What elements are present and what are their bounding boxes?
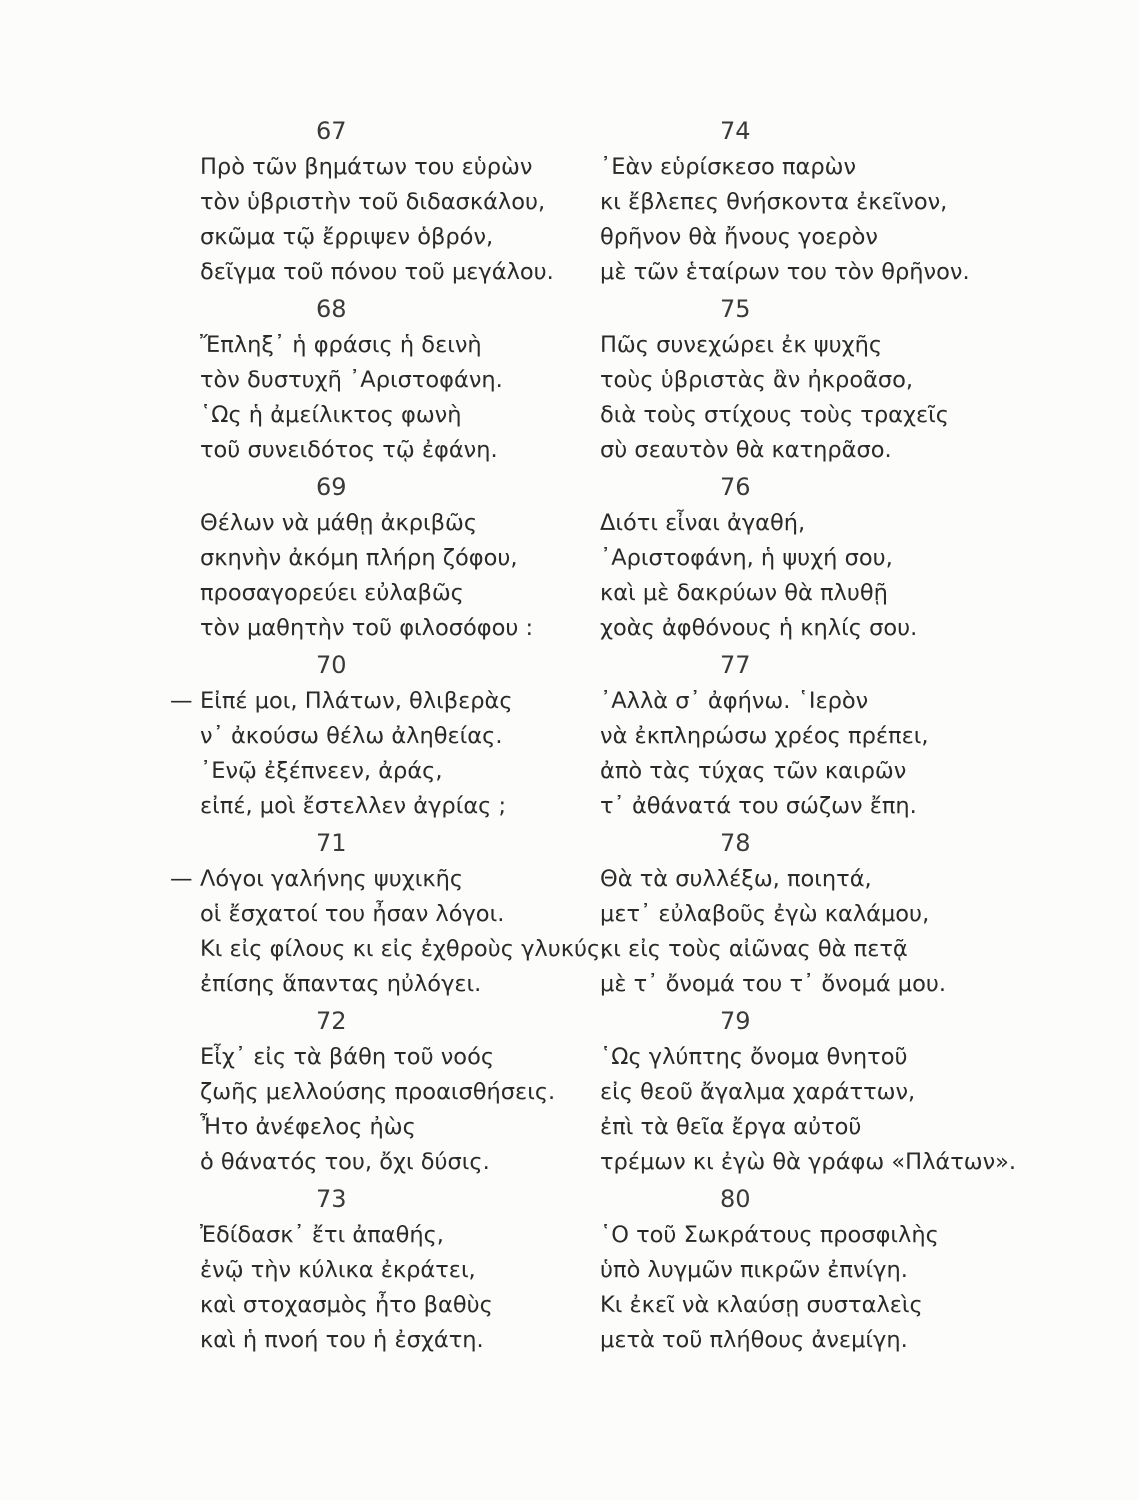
verse-line: τ᾽ ἀθάνατά του σώζων ἔπη. bbox=[600, 793, 917, 819]
stanza bbox=[600, 468, 1020, 646]
verse-line: ὑπὸ λυγμῶν πικρῶν ἐπνίγη. bbox=[600, 1257, 908, 1283]
verse-line: Πῶς συνεχώρει ἐκ ψυχῆς bbox=[600, 332, 883, 358]
stanza bbox=[600, 290, 1020, 468]
verse-line: Θὰ τὰ συλλέξω, ποιητά, bbox=[600, 866, 872, 892]
stanza bbox=[600, 824, 1020, 1002]
verse-line: ἀπὸ τὰς τύχας τῶν καιρῶν bbox=[600, 758, 907, 784]
verse-line: ᾽Αριστοφάνη, ἡ ψυχή σου, bbox=[600, 545, 893, 571]
stanza bbox=[200, 1180, 600, 1358]
stanza bbox=[200, 112, 600, 290]
verse-line: ῾Ως γλύπτης ὄνομα θνητοῦ bbox=[600, 1044, 908, 1070]
stanza bbox=[600, 1180, 1020, 1358]
verse-line: οἱ ἔσχατοί του ἦσαν λόγοι. bbox=[200, 901, 505, 927]
stanza bbox=[170, 824, 608, 1002]
verse-line: μὲ τ᾽ ὄνομά του τ᾽ ὄνομά μου. bbox=[600, 971, 947, 997]
verse-line: ᾽Αλλὰ σ᾽ ἀφήνω. ῾Ιερὸν bbox=[600, 688, 869, 714]
verse-line: Ἔπληξ᾽ ἡ φράσις ἡ δεινὴ bbox=[200, 332, 482, 358]
verse-line: Εἶχ᾽ εἰς τὰ βάθη τοῦ νοός bbox=[200, 1044, 495, 1070]
stanza bbox=[600, 112, 1020, 290]
stanza-number: 71 bbox=[316, 829, 347, 857]
verse-line: τοῦ συνειδότος τῷ ἐφάνη. bbox=[200, 437, 498, 463]
verse-line: σκηνὴν ἀκόμη πλήρη ζόφου, bbox=[200, 545, 518, 571]
verse-line: καὶ στοχασμὸς ἦτο βαθὺς bbox=[200, 1292, 493, 1318]
verse-line: σὺ σεαυτὸν θὰ κατηρᾶσο. bbox=[600, 437, 892, 463]
stanza bbox=[170, 646, 600, 824]
verse-line: Κι εἰς φίλους κι εἰς ἐχθροὺς γλυκύς, bbox=[200, 936, 608, 962]
verse-text: Λόγοι γαλήνης ψυχικῆς bbox=[200, 866, 464, 892]
verse-line: μὲ τῶν ἑταίρων του τὸν θρῆνον. bbox=[600, 259, 970, 285]
stanza-number: 75 bbox=[720, 295, 751, 323]
right-column bbox=[600, 112, 1020, 1358]
stanza bbox=[200, 468, 600, 646]
verse-line: νὰ ἐκπληρώσω χρέος πρέπει, bbox=[600, 723, 929, 749]
verse-line: Πρὸ τῶν βημάτων του εὑρὼν bbox=[200, 154, 533, 180]
verse-line: τὸν ὑβριστὴν τοῦ διδασκάλου, bbox=[200, 189, 546, 215]
verse-line: ν᾽ ἀκούσω θέλω ἀληθείας. bbox=[200, 723, 503, 749]
verse-line: τοὺς ὑβριστὰς ἂν ἠκροᾶσο, bbox=[600, 367, 914, 393]
verse-line: σκῶμα τῷ ἔρριψεν ὁβρόν, bbox=[200, 224, 494, 250]
stanza-number: 68 bbox=[316, 295, 347, 323]
verse-line: ἐπὶ τὰ θεῖα ἔργα αὐτοῦ bbox=[600, 1114, 862, 1140]
stanza-number: 80 bbox=[720, 1185, 751, 1213]
verse-line: προσαγορεύει εὐλαβῶς bbox=[200, 580, 464, 606]
stanza-number: 72 bbox=[316, 1007, 347, 1035]
dialogue-dash: — bbox=[170, 688, 193, 714]
verse-line bbox=[170, 862, 464, 897]
left-column bbox=[170, 112, 608, 1358]
verse-line: θρῆνον θὰ ἤνους γοερὸν bbox=[600, 224, 878, 250]
verse-line: εἰπέ, μοὶ ἔστελλεν ἀγρίας ; bbox=[200, 793, 507, 819]
stanza bbox=[600, 1002, 1020, 1180]
stanza-number: 69 bbox=[316, 473, 347, 501]
verse-line: τὸν δυστυχῆ ᾽Αριστοφάνη. bbox=[200, 367, 503, 393]
stanza-number: 73 bbox=[316, 1185, 347, 1213]
verse-line: μετ᾽ εὐλαβοῦς ἐγὼ καλάμου, bbox=[600, 901, 930, 927]
verse-line: χοὰς ἀφθόνους ἡ κηλίς σου. bbox=[600, 615, 918, 641]
verse-line: ὁ θάνατός του, ὄχι δύσις. bbox=[200, 1149, 490, 1175]
verse-line: καὶ μὲ δακρύων θὰ πλυθῇ bbox=[600, 580, 888, 606]
dialogue-dash: — bbox=[170, 866, 193, 892]
verse-line: ἐπίσης ἅπαντας ηὐλόγει. bbox=[200, 971, 482, 997]
verse-text: Εἰπέ μοι, Πλάτων, θλιβερὰς bbox=[200, 688, 513, 714]
verse-line: ῾Ο τοῦ Σωκράτους προσφιλὴς bbox=[600, 1222, 939, 1248]
stanza-number: 78 bbox=[720, 829, 751, 857]
verse-line: ἐνῷ τὴν κύλικα ἐκράτει, bbox=[200, 1257, 476, 1283]
verse-line: Ἦτο ἀνέφελος ἠὼς bbox=[200, 1114, 416, 1140]
stanza-number: 70 bbox=[316, 651, 347, 679]
verse-line: Διότι εἶναι ἀγαθή, bbox=[600, 510, 806, 536]
verse-line: εἰς θεοῦ ἄγαλμα χαράττων, bbox=[600, 1079, 916, 1105]
stanza-number: 79 bbox=[720, 1007, 751, 1035]
verse-line: μετὰ τοῦ πλήθους ἀνεμίγη. bbox=[600, 1327, 908, 1353]
verse-line: διὰ τοὺς στίχους τοὺς τραχεῖς bbox=[600, 402, 949, 428]
stanza bbox=[200, 1002, 600, 1180]
verse-line: ζωῆς μελλούσης προαισθήσεις. bbox=[200, 1079, 556, 1105]
verse-line: τὸν μαθητὴν τοῦ φιλοσόφου : bbox=[200, 615, 534, 641]
stanza bbox=[600, 646, 1020, 824]
verse-line: Θέλων νὰ μάθῃ ἀκριβῶς bbox=[200, 510, 478, 536]
verse-line: κι εἰς τοὺς αἰῶνας θὰ πετᾷ bbox=[600, 936, 908, 962]
stanza-number: 76 bbox=[720, 473, 751, 501]
stanza bbox=[200, 290, 600, 468]
verse-line: Ἐδίδασκ᾽ ἔτι ἀπαθής, bbox=[200, 1222, 444, 1248]
verse-line: ᾽Εὰν εὑρίσκεσο παρὼν bbox=[600, 154, 857, 180]
stanza-number: 77 bbox=[720, 651, 751, 679]
verse-line: καὶ ἡ πνοή του ἡ ἐσχάτη. bbox=[200, 1327, 484, 1353]
verse-line bbox=[170, 684, 513, 719]
verse-line: ῾Ως ἡ ἀμείλικτος φωνὴ bbox=[200, 402, 462, 428]
stanza-number: 74 bbox=[720, 117, 751, 145]
verse-line: ᾽Ενῷ ἐξέπνεεν, ἀράς, bbox=[200, 758, 443, 784]
verse-line: τρέμων κι ἐγὼ θὰ γράφω «Πλάτων». bbox=[600, 1149, 1017, 1175]
verse-line: Κι ἐκεῖ νὰ κλαύσῃ συσταλεὶς bbox=[600, 1292, 923, 1318]
stanza-number: 67 bbox=[316, 117, 347, 145]
verse-line: δεῖγμα τοῦ πόνου τοῦ μεγάλου. bbox=[200, 259, 554, 285]
verse-line: κι ἔβλεπες θνήσκοντα ἐκεῖνον, bbox=[600, 189, 948, 215]
